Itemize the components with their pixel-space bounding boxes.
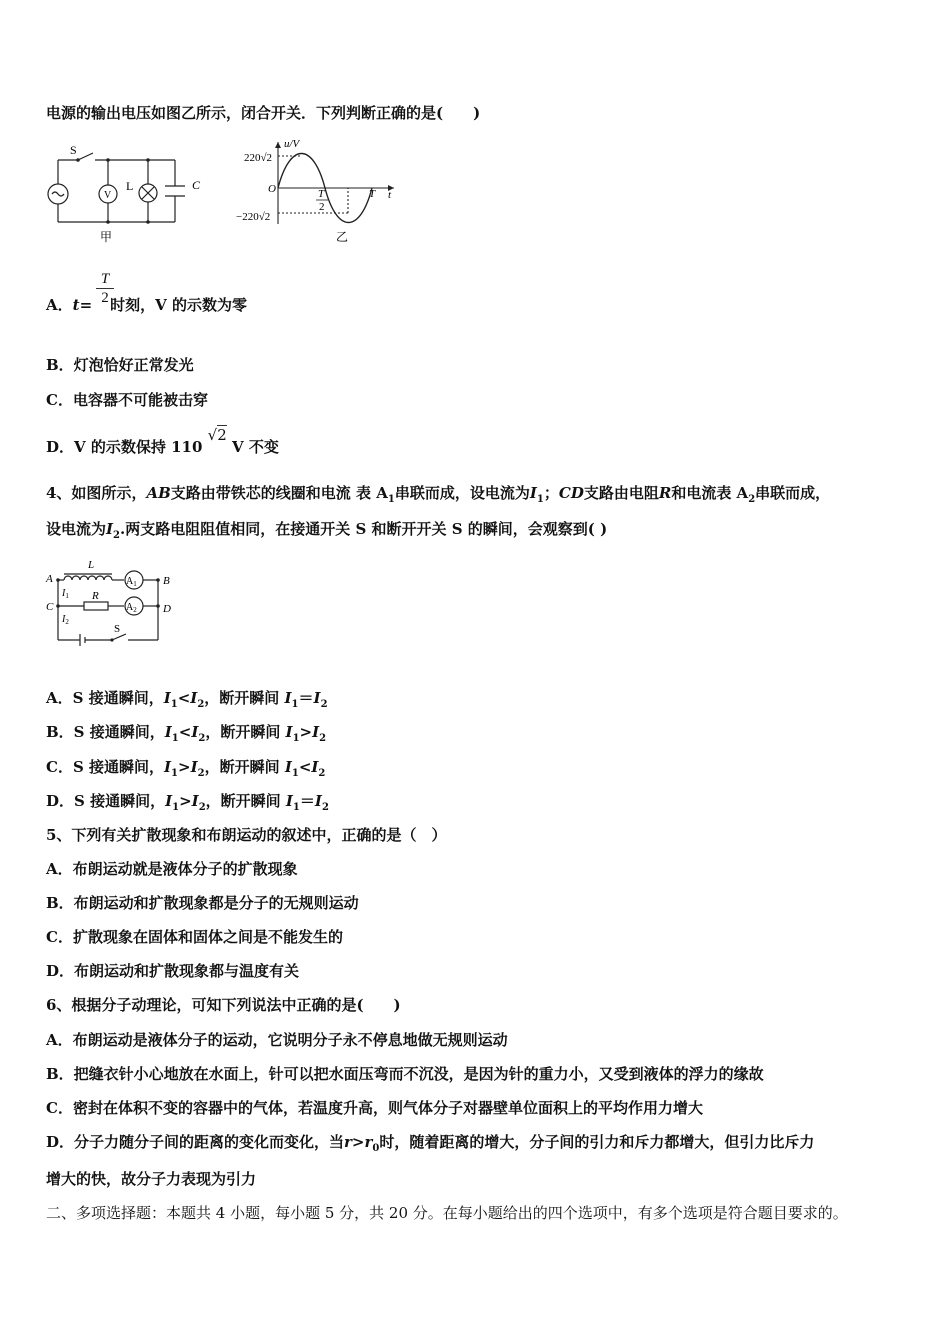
- circuit-diagram-q4: [40, 556, 190, 656]
- voltmeter-label: V: [104, 190, 112, 201]
- node-b-label: B: [163, 575, 170, 587]
- q6-option-d: D．分子力随分子间的距离的变化而变化，当$r>r_0$时，随着距离的增大，分子间的引力和斥力都增大，但引力比斥力: [46, 1133, 815, 1154]
- node-a-label: A: [46, 573, 53, 585]
- q6-option-b: B．把缝衣针小心地放在水面上，针可以把水面压弯而不沉没，是因为针的重力小，又受到液体的浮力的缘故: [46, 1065, 764, 1083]
- current-i1-label: $I_1$: [62, 588, 69, 600]
- current-i2-label: $I_2$: [62, 614, 69, 626]
- ammeter-a2-label: $A_2$: [126, 602, 137, 614]
- inductor-label: L: [88, 559, 95, 571]
- q3-option-d: D．V 的示数保持 110 √2 V 不变: [46, 426, 279, 456]
- sqrt-symbol: √2: [207, 426, 227, 444]
- switch-s-label: S: [114, 623, 121, 635]
- half-period-num: T: [318, 188, 325, 200]
- q5-option-c: C．扩散现象在固体和固体之间是不能发生的: [46, 928, 343, 946]
- q5-option-b: B．布朗运动和扩散现象都是分子的无规则运动: [46, 894, 359, 912]
- q4-option-d: D．S 接通瞬间，$I_1>I_2$，断开瞬间 $I_1=I_2$: [46, 792, 329, 813]
- q4-stem-line1: 4、如图所示，AB支路由带铁芯的线圈和电流 表 $A_1$串联而成，设电流为$I_1$；CD支路由电阻R和电流表 $A_2$串联而成，: [46, 484, 831, 505]
- y-min-label: −220√2: [236, 211, 271, 223]
- lamp-label: L: [126, 179, 134, 193]
- q4-option-b: B．S 接通瞬间，$I_1<I_2$，断开瞬间 $I_1>I_2$: [46, 723, 327, 744]
- q3-stem: 电源的输出电压如图乙所示，闭合开关．下列判断正确的是( ): [46, 104, 481, 122]
- y-axis-label: u/V: [284, 138, 300, 150]
- switch-pivot: [76, 158, 80, 162]
- resistor-label: R: [92, 590, 99, 602]
- origin-label: O: [268, 183, 276, 195]
- q3-option-c: C．电容器不可能被击穿: [46, 391, 208, 409]
- q6-option-a: A．布朗运动是液体分子的运动，它说明分子永不停息地做无规则运动: [46, 1031, 508, 1049]
- q5-option-a: A．布朗运动就是液体分子的扩散现象: [46, 860, 298, 878]
- voltage-graph-yi: [228, 134, 408, 248]
- switch-label: S: [70, 143, 77, 157]
- half-period-den: 2: [319, 201, 325, 213]
- q3-option-a: A．t= 时刻，V 的示数为零: [46, 296, 248, 314]
- q6-option-d-line2: 增大的快，故分子力表现为引力: [46, 1170, 257, 1188]
- q5-stem: 5、下列有关扩散现象和布朗运动的叙述中，正确的是（ ）: [46, 826, 447, 844]
- capacitor-label: C: [192, 178, 201, 192]
- q5-option-d: D．布朗运动和扩散现象都与温度有关: [46, 962, 300, 980]
- q6-stem: 6、根据分子动理论，可知下列说法中正确的是( ): [46, 996, 401, 1014]
- circuit-diagram-jia: [40, 140, 220, 248]
- y-max-label: 220√2: [244, 152, 273, 164]
- node-c-label: C: [46, 601, 54, 613]
- inductor-coil: [64, 576, 112, 580]
- ammeter-a1-label: $A_1$: [126, 576, 137, 588]
- q6-option-c: C．密封在体积不变的容器中的气体，若温度升高，则气体分子对器壁单位面积上的平均作用力增大: [46, 1099, 703, 1117]
- x-axis-label: t: [388, 189, 392, 201]
- period-label: T: [369, 188, 376, 200]
- q4-option-a: A．S 接通瞬间，$I_1<I_2$，断开瞬间 $I_1=I_2$: [46, 689, 328, 710]
- q4-option-c: C．S 接通瞬间，$I_1>I_2$，断开瞬间 $I_1<I_2$: [46, 758, 326, 779]
- q3-option-b: B．灯泡恰好正常发光: [46, 356, 194, 374]
- section-2-heading: 二、多项选择题：本题共 4 小题，每小题 5 分，共 20 分。在每小题给出的四个选项中，有多个选项是符合题目要求的。: [46, 1204, 848, 1222]
- q3-option-a-fraction: T 2: [96, 270, 114, 307]
- q4-stem-line2: 设电流为$I_2$.两支路电阻阻值相同，在接通开关 S 和断开开关 S 的瞬间，会观察到( ): [46, 520, 608, 541]
- figure-caption-yi: 乙: [336, 230, 349, 244]
- node-d-label: D: [163, 603, 171, 615]
- figure-caption-jia: 甲: [100, 230, 113, 244]
